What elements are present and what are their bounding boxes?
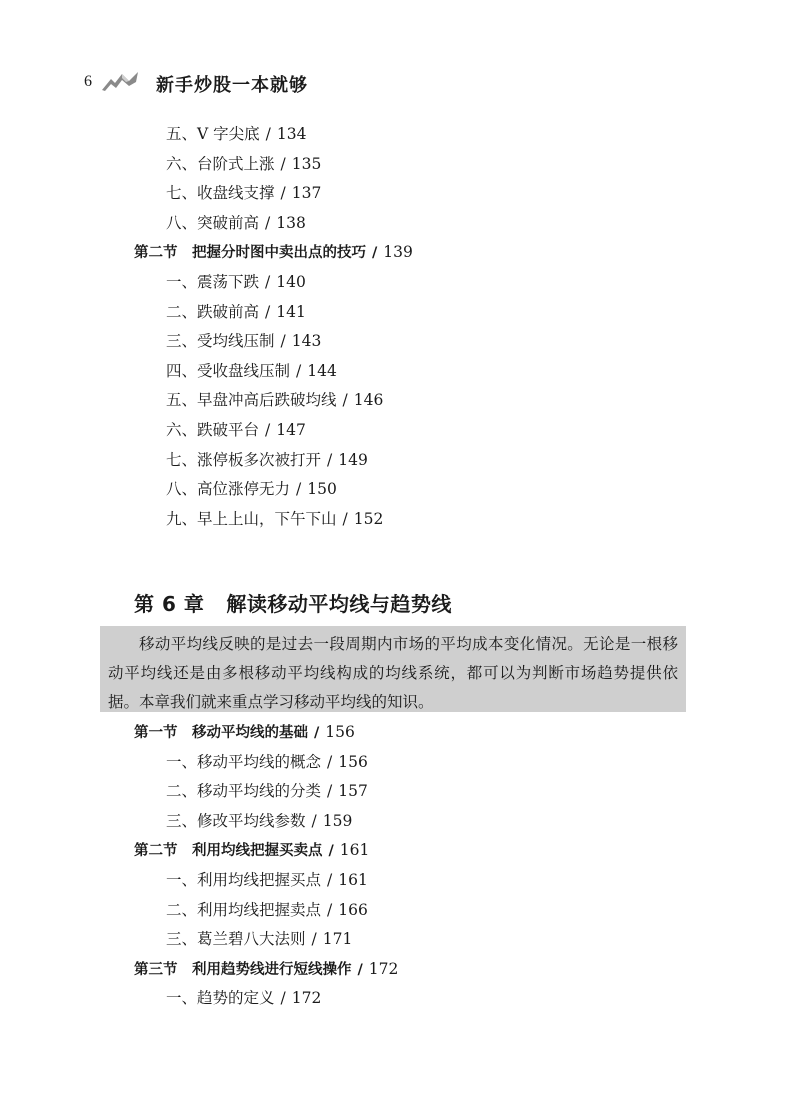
toc-entry-text: 二、利用均线把握卖点 <box>166 900 322 919</box>
toc-entry-text: 七、涨停板多次被打开 <box>166 450 322 469</box>
toc-separator: / <box>372 245 378 262</box>
toc-entry <box>166 810 352 832</box>
toc-entry-text: 一、利用均线把握买点 <box>166 871 322 889</box>
mountain-logo-icon <box>102 70 138 92</box>
toc-page-number: 157 <box>338 782 368 801</box>
toc-page-number: 172 <box>368 959 399 978</box>
toc-separator: / <box>265 273 271 291</box>
toc-page-number: 150 <box>307 480 337 499</box>
toc-page-number: 152 <box>353 509 384 528</box>
toc-separator: / <box>280 184 286 203</box>
toc-page-number: 161 <box>338 871 368 889</box>
toc-page-number: 141 <box>276 302 306 321</box>
toc-separator: / <box>342 509 348 528</box>
toc-page-number: 138 <box>276 213 306 232</box>
toc-entry <box>166 419 306 441</box>
toc-separator: / <box>265 421 271 439</box>
toc-page-number: 156 <box>338 752 368 771</box>
toc-separator: / <box>280 989 286 1008</box>
toc-entry <box>166 212 306 234</box>
toc-page-number: 172 <box>291 989 322 1008</box>
chapter-number: 第 6 章 <box>134 592 205 616</box>
chapter-title: 解读移动平均线与趋势线 <box>226 592 452 616</box>
toc-entry-text: 八、高位涨停无力 <box>166 480 291 499</box>
toc-entry <box>166 330 321 352</box>
toc-separator: / <box>296 361 302 380</box>
chapter-intro: 移动平均线反映的是过去一段周期内市场的平均成本变化情况。无论是一根移动平均线还是由多根移动平均线构成的均线系统，都可以为判断市场趋势提供依据。本章我们就来重点学习移动平均线的知识。 <box>100 626 686 712</box>
toc-separator: / <box>311 811 317 830</box>
toc-separator: / <box>280 154 286 173</box>
toc-entry <box>166 123 306 145</box>
toc-page-number: 146 <box>353 391 384 410</box>
toc-separator: / <box>327 871 333 889</box>
toc-page-number: 139 <box>383 243 413 262</box>
toc-separator: / <box>327 900 333 919</box>
toc-page-number: 149 <box>338 450 368 469</box>
toc-entry-text: 九、早上上山，下午下山 <box>166 509 337 528</box>
toc-entry <box>166 271 306 293</box>
toc-page-number: 144 <box>307 361 337 380</box>
toc-page-number: 140 <box>276 273 306 291</box>
toc-page-number: 147 <box>276 421 306 439</box>
toc-entry-text: 六、台阶式上涨 <box>166 154 275 173</box>
toc-entry <box>166 478 337 500</box>
toc-entry <box>166 301 306 323</box>
toc-entry-text: 第一节 移动平均线的基础 <box>134 725 308 741</box>
toc-entry <box>166 153 321 175</box>
toc-page-number: 137 <box>291 184 322 203</box>
toc-entry <box>166 899 368 921</box>
toc-separator: / <box>342 391 348 410</box>
toc-entry-text: 六、跌破平台 <box>166 421 260 439</box>
toc-entry <box>166 780 368 802</box>
toc-entry-text: 五、V 字尖底 <box>166 125 260 143</box>
toc-separator: / <box>280 332 286 351</box>
toc-separator: / <box>311 930 317 949</box>
toc-separator: / <box>296 480 302 499</box>
toc-page-number: 143 <box>291 332 322 351</box>
toc-page-number: 134 <box>276 125 307 143</box>
toc-page-number: 171 <box>322 930 353 949</box>
toc-section-entry <box>134 241 413 264</box>
toc-entry <box>166 928 352 950</box>
toc-entry-text: 第二节 利用均线把握买卖点 <box>134 843 323 860</box>
toc-entry <box>166 449 368 471</box>
toc-page-number: 156 <box>325 723 355 741</box>
toc-entry <box>166 508 383 530</box>
toc-separator: / <box>327 782 333 801</box>
toc-entry <box>166 182 321 204</box>
toc-entry-text: 一、趋势的定义 <box>166 989 275 1008</box>
toc-separator: / <box>357 961 363 978</box>
toc-entry-text: 一、震荡下跌 <box>166 273 260 291</box>
toc-entry <box>166 389 383 411</box>
toc-entry-text: 五、早盘冲高后跌破均线 <box>166 391 337 410</box>
toc-separator: / <box>327 752 333 771</box>
toc-entry <box>166 987 321 1009</box>
toc-entry <box>166 869 368 891</box>
toc-section-entry <box>134 839 369 862</box>
page-number: 6 <box>84 73 92 90</box>
toc-separator: / <box>328 843 334 860</box>
toc-page-number: 161 <box>339 841 370 860</box>
toc-entry <box>166 360 337 382</box>
toc-section-entry <box>134 721 355 744</box>
toc-entry-text: 第二节 把握分时图中卖出点的技巧 <box>134 245 366 262</box>
toc-entry-text: 二、跌破前高 <box>166 302 260 321</box>
toc-page-number: 166 <box>338 900 368 919</box>
toc-page-number: 135 <box>291 154 322 173</box>
toc-separator: / <box>327 450 333 469</box>
toc-entry-text: 一、移动平均线的概念 <box>166 752 322 771</box>
toc-separator: / <box>314 725 320 741</box>
toc-page-number: 159 <box>322 811 353 830</box>
toc-entry <box>166 751 368 773</box>
toc-entry-text: 三、修改平均线参数 <box>166 811 306 830</box>
toc-entry-text: 三、受均线压制 <box>166 332 275 351</box>
book-title: 新手炒股一本就够 <box>156 75 308 96</box>
toc-section-entry <box>134 958 398 981</box>
page-header <box>84 66 744 102</box>
toc-separator: / <box>265 125 271 143</box>
toc-entry-text: 八、突破前高 <box>166 213 260 232</box>
toc-entry-text: 三、葛兰碧八大法则 <box>166 930 306 949</box>
toc-entry-text: 二、移动平均线的分类 <box>166 782 322 801</box>
chapter-heading <box>134 588 452 617</box>
toc-entry-text: 第三节 利用趋势线进行短线操作 <box>134 961 352 978</box>
toc-entry-text: 四、受收盘线压制 <box>166 361 291 380</box>
toc-separator: / <box>265 213 271 232</box>
toc-separator: / <box>265 302 271 321</box>
toc-entry-text: 七、收盘线支撑 <box>166 184 275 203</box>
